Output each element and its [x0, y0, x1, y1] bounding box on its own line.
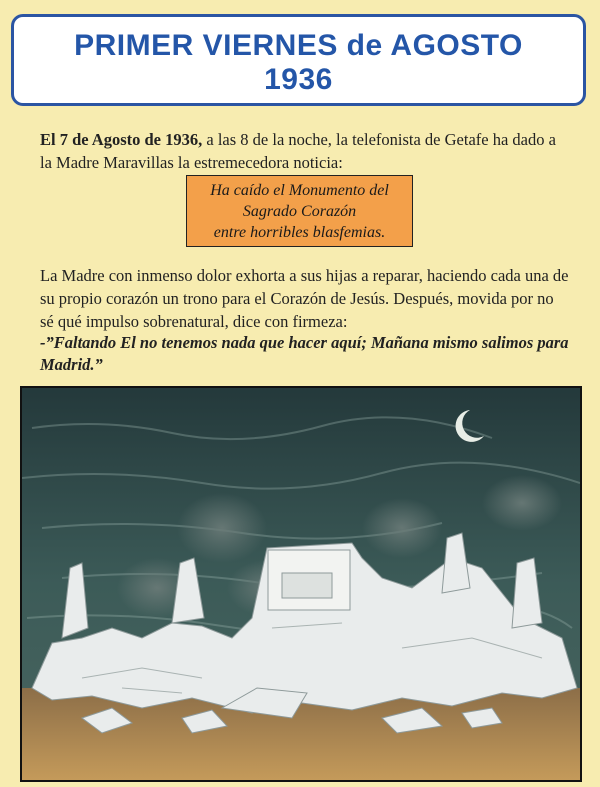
news-callout [186, 175, 413, 247]
quote-text: -”Faltando El no tenemos nada que hacer aquí; Mañana mismo salimos para Madrid.” [40, 333, 569, 374]
page-title-year: 1936 [264, 63, 333, 96]
ruins-painting [22, 388, 580, 780]
intro-lead: El 7 de Agosto de 1936, [40, 130, 203, 149]
intro-paragraph [40, 128, 570, 174]
callout-line-1: Ha caído el Monumento del [210, 182, 389, 199]
callout-line-2: Sagrado Corazón [242, 203, 357, 220]
monument-ruins-illustration [20, 386, 582, 782]
title-box [11, 14, 586, 106]
callout-line-3: entre horribles blasfemias. [213, 224, 386, 241]
page-title: PRIMER VIERNES de AGOSTO [74, 29, 523, 62]
body-paragraph: La Madre con inmenso dolor exhorta a sus hijas a reparar, haciendo cada una de su propio corazón un trono para el Corazón de Jesús. Después, movida por no sé qué impulso sobrenatural, dice con firmeza: [40, 266, 569, 331]
intro-text: a las 8 de la noche, la telefonista de Getafe ha dado a la Madre Maravillas la estremecedora noticia: [40, 130, 556, 172]
